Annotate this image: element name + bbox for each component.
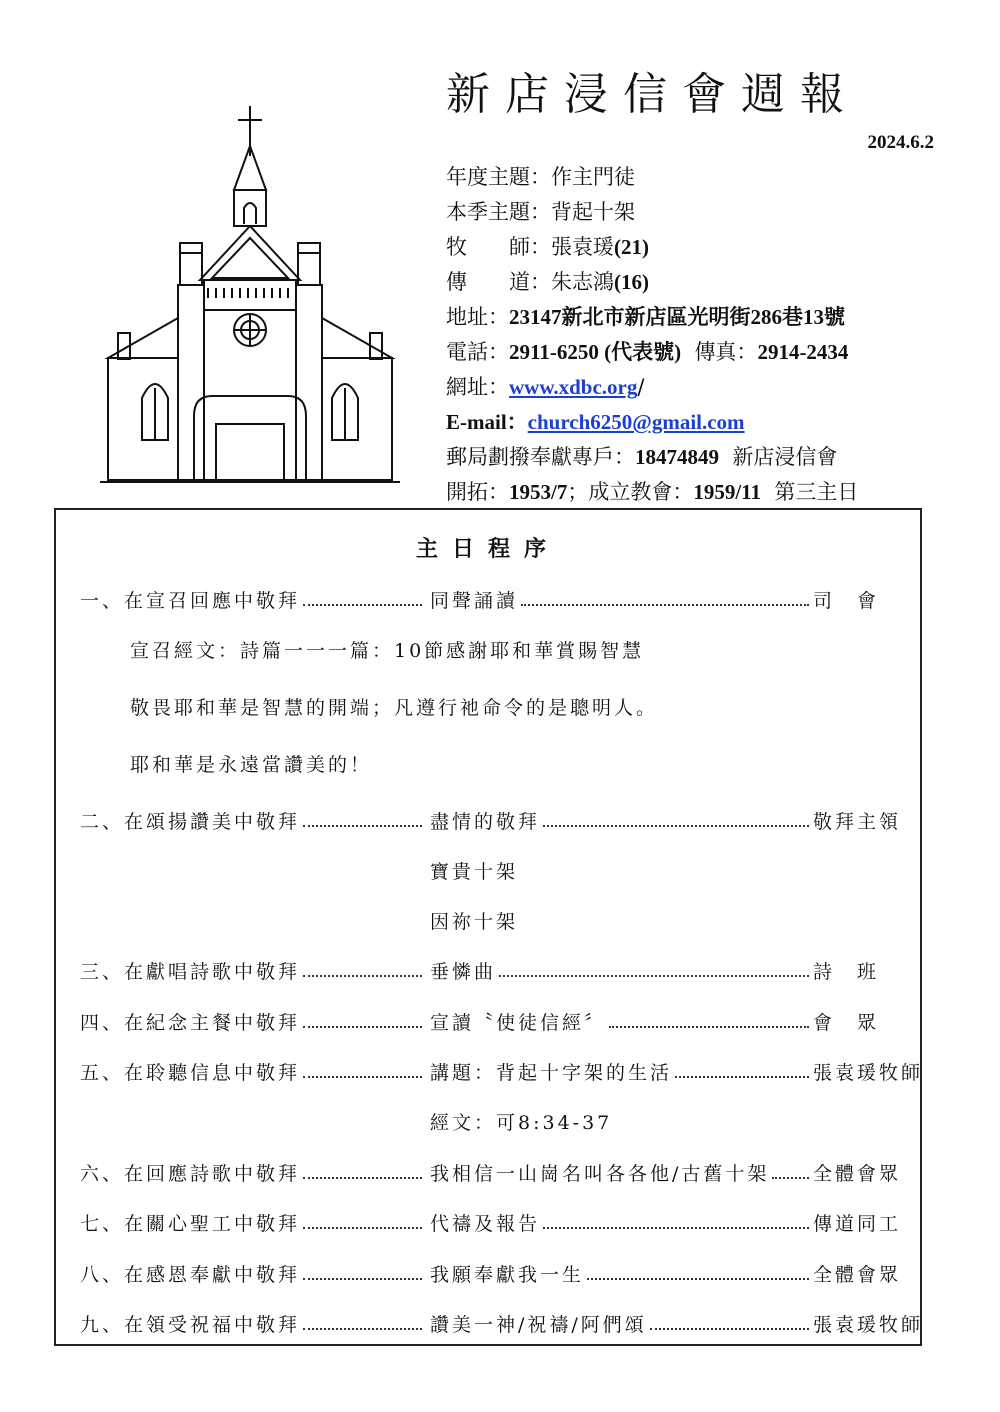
- scripture-reference: 經文：可8:34-37: [430, 1112, 613, 1134]
- item-content: 同聲誦讀: [430, 590, 519, 612]
- founding-label: 開拓：: [446, 480, 509, 504]
- item-section: 七、在關心聖工中敬拜: [80, 1213, 301, 1235]
- item-section: 五、在聆聽信息中敬拜: [80, 1062, 301, 1084]
- song-title: 寶貴十架: [430, 861, 519, 883]
- year-theme-label: 年度主題：: [446, 165, 551, 189]
- item-content: 盡情的敬拜: [430, 811, 541, 833]
- program-item: [56, 586, 920, 616]
- item-section: 一、在宣召回應中敬拜: [80, 590, 301, 612]
- program-item: [56, 957, 920, 987]
- web-label: 網址：: [446, 375, 509, 399]
- fax: 2914-2434: [757, 340, 849, 364]
- item-leader: 會 眾: [813, 1012, 880, 1034]
- item-content: 垂憐曲: [430, 961, 497, 983]
- phone-line: [446, 335, 966, 370]
- pastor-name: 張袁瑗: [551, 235, 614, 259]
- year-theme: 作主門徒: [551, 165, 635, 189]
- item-leader: 司 會: [813, 590, 880, 612]
- program-item: [56, 807, 920, 837]
- preacher-name: 朱志鴻: [551, 270, 614, 294]
- phone-label: 電話：: [446, 340, 509, 364]
- worship-program: [54, 508, 922, 1346]
- church-info: [446, 160, 966, 510]
- item-section: 六、在回應詩歌中敬拜: [80, 1163, 301, 1185]
- program-item: [56, 1058, 924, 1088]
- item-section: 九、在領受祝福中敬拜: [80, 1314, 301, 1336]
- year-theme-line: [446, 160, 966, 195]
- postal-name: 新店浸信會: [732, 445, 838, 469]
- item-content: 宣讀〝使徒信經〞: [430, 1012, 607, 1034]
- pastor-line: [446, 230, 966, 265]
- item-content: 代禱及報告: [430, 1213, 541, 1235]
- item-leader: 傳道同工: [813, 1213, 902, 1235]
- item-content: 我願奉獻我一生: [430, 1264, 585, 1286]
- postal-label: 郵局劃撥奉獻專戶：: [446, 445, 635, 469]
- program-item: [56, 1008, 920, 1038]
- item-leader: 詩 班: [813, 961, 880, 983]
- web-line: [446, 370, 966, 405]
- item-leader: 全體會眾: [813, 1163, 902, 1185]
- pastor-number: (21): [614, 235, 649, 259]
- preacher-label-b: 道：: [509, 270, 551, 294]
- pastor-label-b: 師：: [509, 235, 551, 259]
- item-section: 二、在頌揚讚美中敬拜: [80, 811, 301, 833]
- preacher-number: (16): [614, 270, 649, 294]
- web-suffix: /: [637, 375, 645, 399]
- item-leader: 敬拜主領: [813, 811, 902, 833]
- program-title: 主日程序: [415, 537, 560, 562]
- season-theme: 背起十架: [551, 200, 635, 224]
- item-content: 讚美一神/祝禱/阿們頌: [430, 1314, 647, 1336]
- address: 23147新北市新店區光明街286巷13號: [509, 305, 845, 329]
- item-section: 八、在感恩奉獻中敬拜: [80, 1264, 301, 1286]
- bulletin-title: 新店浸信會週報: [446, 69, 859, 120]
- item-section: 三、在獻唱詩歌中敬拜: [80, 961, 301, 983]
- address-line: [446, 300, 966, 335]
- pastor-label-a: 牧: [446, 235, 467, 259]
- phone: 2911-6250 (代表號): [509, 340, 682, 364]
- bulletin-date: 2024.6.2: [867, 132, 934, 153]
- program-item: [56, 1159, 920, 1189]
- program-item: [56, 1310, 924, 1340]
- item-content: 我相信一山崗名叫各各他/古舊十架: [430, 1163, 770, 1185]
- season-theme-label: 本季主題：: [446, 200, 551, 224]
- postal-account: 18474849: [635, 445, 719, 469]
- fax-label: 傳真：: [694, 340, 758, 364]
- season-theme-line: [446, 195, 966, 230]
- founding-date: 1953/7: [509, 480, 568, 504]
- email-label: E-mail：: [446, 410, 528, 434]
- program-item: [56, 1209, 920, 1239]
- item-section: 四、在紀念主餐中敬拜: [80, 1012, 301, 1034]
- item-leader: 張袁瑗牧師: [813, 1314, 924, 1336]
- call-to-worship-line: 敬畏耶和華是智慧的開端；凡遵行祂命令的是聰明人。: [130, 697, 659, 719]
- program-item: [56, 1260, 920, 1290]
- song-title: 因祢十架: [430, 911, 519, 933]
- established-date: 1959/11: [693, 480, 762, 504]
- address-label: 地址：: [446, 305, 509, 329]
- website-link[interactable]: www.xdbc.org: [509, 375, 638, 399]
- preacher-label-a: 傳: [446, 270, 467, 294]
- email-line: [446, 405, 966, 440]
- founding-line: [446, 475, 966, 510]
- call-to-worship-line: 宣召經文：詩篇一一一篇：10節感謝耶和華賞賜智慧: [130, 640, 645, 662]
- item-leader: 全體會眾: [813, 1264, 902, 1286]
- sunday-label: 第三主日: [774, 480, 859, 504]
- email-link[interactable]: church6250@gmail.com: [527, 410, 745, 434]
- item-leader: 張袁瑗牧師: [813, 1062, 924, 1084]
- call-to-worship-line: 耶和華是永遠當讚美的！: [130, 754, 373, 776]
- church-illustration: [100, 98, 400, 493]
- postal-line: [446, 440, 966, 475]
- item-content: 講題：背起十字架的生活: [430, 1062, 673, 1084]
- established-label: ；成立教會：: [567, 480, 694, 504]
- preacher-line: [446, 265, 966, 300]
